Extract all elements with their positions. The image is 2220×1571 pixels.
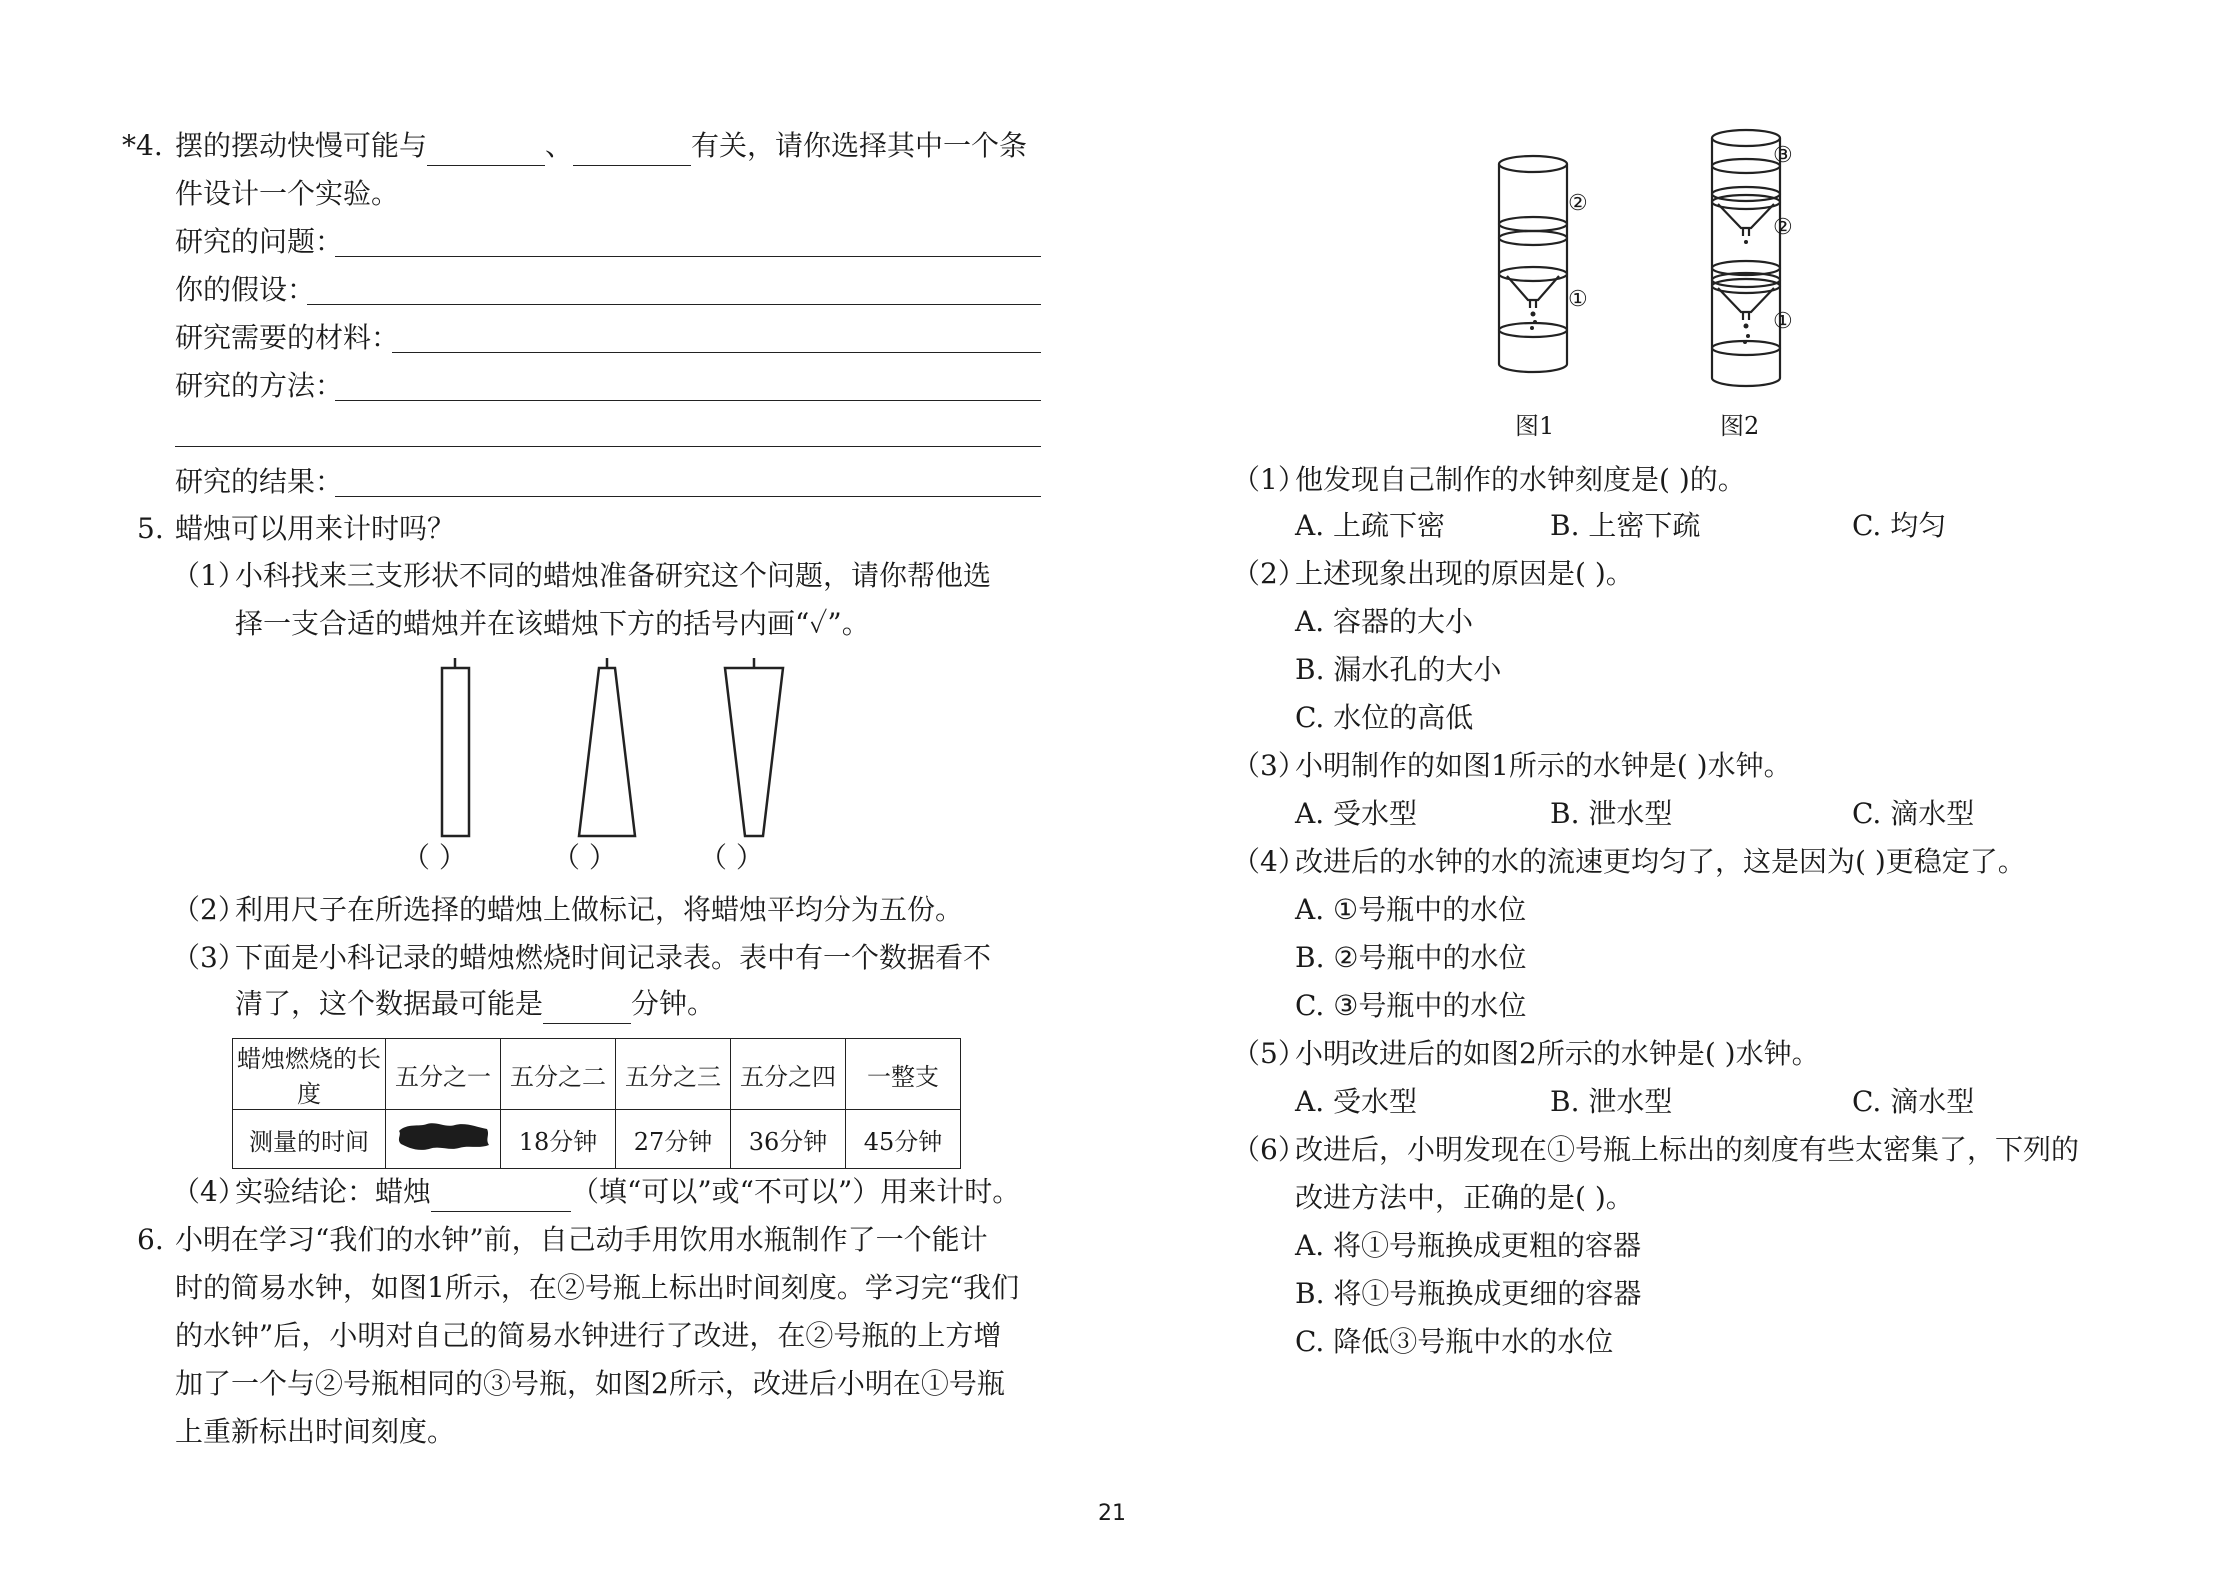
- water-clock-fig2: [1700, 114, 1840, 400]
- q4-problem-label: 研究的问题：: [175, 225, 344, 258]
- q4-line2: 件设计一个实验。: [175, 177, 400, 210]
- q5-title: 蜡烛可以用来计时吗？: [175, 512, 456, 545]
- q5-p3-text-a: 清了，这个数据最可能是: [235, 987, 544, 1020]
- fig2-label-3: ③: [1773, 143, 1793, 168]
- q6-line-1: 小明在学习“我们的水钟”前，自己动手用饮用水瓶制作了一个能计: [175, 1223, 988, 1256]
- q5-p2-number: （2）: [172, 893, 246, 926]
- table-header-cell: 五分之一: [386, 1039, 501, 1110]
- table-header-cell: 五分之四: [731, 1039, 846, 1110]
- table-cell: 36分钟: [731, 1110, 846, 1169]
- q6-sub1-option-a[interactable]: A. 上疏下密: [1295, 509, 1446, 542]
- q6-sub6-number: （6）: [1232, 1133, 1306, 1166]
- table-cell-obscured: [386, 1110, 501, 1169]
- q6-sub6-option-c[interactable]: C. 降低③号瓶中水的水位: [1295, 1325, 1614, 1358]
- q6-sub3-option-b[interactable]: B. 泄水型: [1550, 797, 1673, 830]
- q4-hypothesis-label: 你的假设：: [175, 273, 316, 306]
- fig2-caption: 图2: [1720, 412, 1760, 440]
- candle-burn-table: [232, 1038, 961, 1169]
- table-header-row: [233, 1039, 961, 1110]
- q5-p4-text-b: （填“可以”或“不可以”）用来计时。: [571, 1175, 1021, 1208]
- q5-p4-line: [235, 1172, 1020, 1212]
- fig2-label-1: ①: [1773, 309, 1793, 334]
- q5-p3-blank[interactable]: [543, 993, 631, 1024]
- ink-smudge: [393, 1119, 493, 1153]
- q4-materials-line[interactable]: [392, 352, 1041, 353]
- table-header-cell: 一整支: [846, 1039, 961, 1110]
- q5-p4-blank[interactable]: [431, 1181, 571, 1212]
- q6-sub3-option-c[interactable]: C. 滴水型: [1852, 797, 1975, 830]
- candle-wide-top: [725, 658, 783, 836]
- candle-straight: [442, 658, 469, 836]
- table-cell: 45分钟: [846, 1110, 961, 1169]
- water-clock-fig1: [1490, 128, 1630, 390]
- q4-text-a: 摆的摆动快慢可能与: [175, 129, 428, 162]
- q6-sub5-option-b[interactable]: B. 泄水型: [1550, 1085, 1673, 1118]
- candles-figure: [420, 652, 800, 840]
- q4-hypothesis-line[interactable]: [307, 304, 1041, 305]
- q4-method-label: 研究的方法：: [175, 369, 344, 402]
- q4-line1: [175, 126, 1027, 166]
- q5-p3-line1: 下面是小科记录的蜡烛燃烧时间记录表。表中有一个数据看不: [235, 941, 992, 974]
- q6-sub4-number: （4）: [1232, 845, 1306, 878]
- q4-problem-line[interactable]: [335, 256, 1041, 257]
- table-header-cell: 五分之二: [501, 1039, 616, 1110]
- table-row-label: 测量的时间: [233, 1110, 386, 1169]
- q6-sub1-option-b[interactable]: B. 上密下疏: [1550, 509, 1701, 542]
- q6-sub4-stem: 改进后的水钟的水的流速更均匀了，这是因为( )更稳定了。: [1295, 845, 2026, 878]
- table-cell: 27分钟: [616, 1110, 731, 1169]
- q6-sub6-stem: 改进后，小明发现在①号瓶上标出的刻度有些太密集了，下列的: [1295, 1133, 2080, 1166]
- candle-wide-bottom: [579, 658, 635, 836]
- q6-number: 6.: [137, 1223, 164, 1256]
- table-row: [233, 1110, 961, 1169]
- q5-p1-line1: 小科找来三支形状不同的蜡烛准备研究这个问题，请你帮他选: [235, 559, 992, 592]
- q5-p3-line2: [235, 984, 715, 1024]
- q6-sub2-option-a[interactable]: A. 容器的大小: [1295, 605, 1474, 638]
- q6-sub2-option-b[interactable]: B. 漏水孔的大小: [1295, 653, 1502, 686]
- q6-line-2: 时的简易水钟，如图1所示，在②号瓶上标出时间刻度。学习完“我们: [175, 1271, 1020, 1304]
- q6-sub6-option-a[interactable]: A. 将①号瓶换成更粗的容器: [1295, 1229, 1642, 1262]
- q6-sub6-option-b[interactable]: B. 将①号瓶换成更细的容器: [1295, 1277, 1642, 1310]
- q6-sub4-option-b[interactable]: B. ②号瓶中的水位: [1295, 941, 1527, 974]
- q5-p1-line2: 择一支合适的蜡烛并在该蜡烛下方的括号内画“✓”。: [235, 607, 870, 640]
- candle-3-bracket[interactable]: （ ）: [699, 841, 764, 874]
- fig2-label-2: ②: [1773, 215, 1793, 240]
- fig1-label-2: ②: [1568, 191, 1588, 216]
- candle-1-bracket[interactable]: （ ）: [402, 841, 467, 874]
- q6-sub2-stem: 上述现象出现的原因是( )。: [1295, 557, 1634, 590]
- candle-2-bracket[interactable]: （ ）: [552, 841, 617, 874]
- q6-sub5-option-a[interactable]: A. 受水型: [1295, 1085, 1418, 1118]
- q6-sub2-number: （2）: [1232, 557, 1306, 590]
- q6-sub1-number: （1）: [1232, 463, 1306, 496]
- table-header-cell: 蜡烛燃烧的长度: [233, 1039, 386, 1110]
- fig1-label-1: ①: [1568, 287, 1588, 312]
- q6-line-3: 的水钟”后，小明对自己的简易水钟进行了改进，在②号瓶的上方增: [175, 1319, 1002, 1352]
- q5-p1-number: （1）: [172, 559, 246, 592]
- page-number: 21: [1098, 1501, 1126, 1526]
- fig1-caption: 图1: [1515, 412, 1555, 440]
- q4-blank-2[interactable]: [573, 135, 691, 166]
- q5-p2-text: 利用尺子在所选择的蜡烛上做标记，将蜡烛平均分为五份。: [235, 893, 964, 926]
- q4-materials-label: 研究需要的材料：: [175, 321, 400, 354]
- q5-number: 5.: [137, 512, 164, 545]
- q4-sep: 、: [545, 129, 574, 162]
- q4-result-label: 研究的结果：: [175, 465, 344, 498]
- q4-text-b: 有关，请你选择其中一个条: [691, 129, 1028, 162]
- q6-sub2-option-c[interactable]: C. 水位的高低: [1295, 701, 1474, 734]
- q6-sub1-option-c[interactable]: C. 均匀: [1852, 509, 1947, 542]
- q6-sub5-number: （5）: [1232, 1037, 1306, 1070]
- q6-line-5: 上重新标出时间刻度。: [175, 1415, 456, 1448]
- q6-sub3-option-a[interactable]: A. 受水型: [1295, 797, 1418, 830]
- q4-method-line-1[interactable]: [335, 400, 1041, 401]
- q5-p4-number: （4）: [172, 1175, 246, 1208]
- q6-sub4-option-a[interactable]: A. ①号瓶中的水位: [1295, 893, 1527, 926]
- q6-sub5-stem: 小明改进后的如图2所示的水钟是( )水钟。: [1295, 1037, 1820, 1070]
- table-header-cell: 五分之三: [616, 1039, 731, 1110]
- q6-sub1-stem: 他发现自己制作的水钟刻度是( )的。: [1295, 463, 1746, 496]
- q5-p4-text-a: 实验结论：蜡烛: [235, 1175, 432, 1208]
- q6-sub4-option-c[interactable]: C. ③号瓶中的水位: [1295, 989, 1527, 1022]
- q6-line-4: 加了一个与②号瓶相同的③号瓶，如图2所示，改进后小明在①号瓶: [175, 1367, 1005, 1400]
- q6-sub6-stem-2: 改进方法中，正确的是( )。: [1295, 1181, 1634, 1214]
- q4-blank-1[interactable]: [427, 135, 545, 166]
- q6-sub3-stem: 小明制作的如图1所示的水钟是( )水钟。: [1295, 749, 1792, 782]
- q6-sub5-option-c[interactable]: C. 滴水型: [1852, 1085, 1975, 1118]
- table-cell: 18分钟: [501, 1110, 616, 1169]
- q5-p3-number: （3）: [172, 941, 246, 974]
- q6-sub3-number: （3）: [1232, 749, 1306, 782]
- q4-number: *4.: [122, 129, 163, 162]
- q4-result-line[interactable]: [335, 496, 1041, 497]
- q5-p3-text-b: 分钟。: [631, 987, 716, 1020]
- q4-method-line-2[interactable]: [175, 446, 1041, 447]
